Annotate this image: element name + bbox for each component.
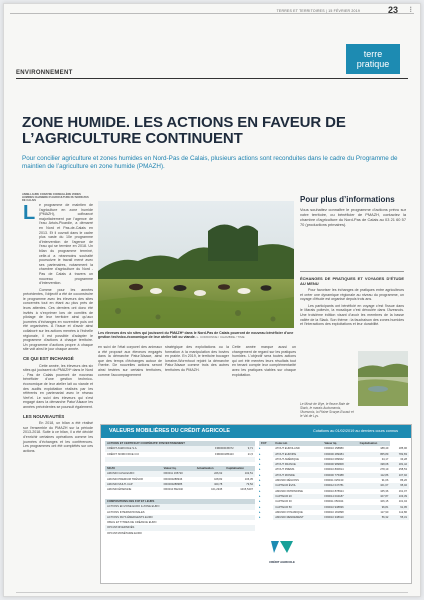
stock-values-title: VALEURS MOBILIÈRES DU CRÉDIT AGRICOLE	[109, 428, 230, 434]
table-cell: 112,86	[398, 510, 407, 514]
table-cell: 226,62	[195, 471, 225, 476]
table-cell: 108,82	[214, 477, 223, 481]
table-cell: FR0010 938836	[322, 505, 357, 510]
header-rule	[10, 13, 414, 14]
table-header-cell: SICAV	[105, 466, 162, 471]
table-cell: ACTIONS EN ZONE EURO & ZONE EURO	[105, 504, 236, 509]
table-cell: 95,02	[390, 483, 409, 488]
sicav-table	[105, 466, 255, 492]
photo-credit: L. CORDONNE / CHAMBRE / TIME	[196, 335, 245, 340]
info-sidebox	[300, 195, 406, 228]
article-subhead: CE QUI EST INCHANGÉ	[23, 356, 74, 361]
table-header-cell: ACTIONS ET CERTIFICAT COOPÉRATIF D’INVESTISSEMENT	[105, 441, 213, 446]
table-cell: 103,39	[390, 494, 409, 499]
table-cell: ATOUT FRANCE	[273, 462, 322, 467]
table-cell: FR0011 050044	[324, 500, 344, 504]
article-subhead: LES NOUVEAUTÉS	[23, 413, 65, 419]
table-cell: 55,31	[390, 515, 409, 520]
stock-values-box	[100, 424, 412, 584]
table-header-cell: Actualisation	[195, 466, 225, 471]
table-cell: ATOUT AMÉRIQUE	[275, 457, 299, 461]
table-cell	[213, 457, 243, 462]
row-arrow-icon: ▸	[259, 456, 261, 461]
row-arrow-icon: ▸	[259, 515, 261, 520]
photo-caption	[98, 331, 296, 340]
article-paragraph: En 2018, un bilan a été réalisé sur l’ensemble du PMAZH sur la période 2013-2018. Suite à ce bilan, il a été décidé d’enrichir certaines opérations comme les journées d’échanges et les conférences. Les programmes ont été complétés sur ces actions.	[23, 421, 93, 453]
table-cell: ATOUT MONDE	[273, 473, 322, 478]
table-cell: 101,67	[358, 483, 391, 488]
photo-caption-text: Les éleveurs des six sites qui jouissent du PMAZH* dans le Nord-Pas de Calais pourront de nouveau bénéficier d’une gestion technico-économique de leur atelier lait ou viande.	[98, 331, 294, 340]
table-cell: FR0000045072	[213, 446, 243, 451]
table-cell: ACTIONS PAYS ÉMERGENTS EURO	[105, 515, 236, 520]
table-cell: 33,28	[400, 457, 407, 461]
article-column-3: stratégique des exploitations ou la formation à la manipulation des bovins en prairie. En 2019, le territoire bocager lorraine-Wormhout rejoint la démarche Patur’Alsace comme trois des autres territoires du PMAZH.	[165, 345, 229, 372]
table-cell: 107,87	[358, 494, 391, 499]
article-column-4: Cette année marque aussi un changement de regard sur les pratiques humides. L’objectif sera toutes actions qui ont été menées leurs résultats tout en tenant compte leur complémentarité avec les pratiques viables sur chaque exploitation.	[232, 345, 296, 377]
table-cell: FR0012 047781	[322, 483, 357, 488]
table-cell: OBLIG ET TITRES DE CRÉANCE EURO	[107, 521, 157, 525]
article-column-1	[23, 203, 93, 455]
table-cell: 782,83	[390, 452, 409, 457]
table-cell: FR0010 089662	[324, 457, 344, 461]
table-cell: FR0010 878924	[324, 489, 344, 493]
table-row	[105, 531, 255, 536]
article-byline: ANNE-LAURE CONATIIE CONSEILLÈRE ZONES HUMIDES CHAMBRE D’AGRICULTURE DU NORD-PAS DE CALAIS	[22, 193, 89, 203]
table-cell: 96,81	[358, 505, 391, 510]
table-cell: CAPTEUR 50	[273, 505, 322, 510]
table-row	[259, 446, 409, 451]
table-cell: FR0000 775388	[322, 473, 357, 478]
table-cell: 865,89	[358, 452, 391, 457]
table-row	[105, 487, 255, 492]
article-paragraph: e programme de maintien de l’agriculture en zone humide (PMAZH), cofinancé majoritairement par l’agence de l’eau Artois-Picardie, a démarré en Nord et Pas-de-Calais en 2013. Et il ouvrait dans le cadre plus vaste du 10e programme d’intervention de l’agence de l’eau qui se termine en 2018. Un bilan du programme terminé, celle-ci a néanmoins souhaité poursuivre le travail mené avec ses partenaires, notamment la chambre d’agriculture du Nord - Pas de Calais à travers un nouveau programme d’intervention.	[39, 203, 93, 286]
row-arrow-icon: ▸	[259, 478, 261, 483]
table-cell: FR0010 338910	[322, 515, 357, 520]
table-header-cell: Valeur liq.	[162, 466, 195, 471]
table-cell: 1015,5407	[240, 488, 253, 492]
wetland-photo	[358, 351, 408, 406]
table-cell	[105, 457, 213, 462]
table-cell: FR0010 892440	[163, 488, 183, 492]
credit-agricole-logo-text: CRÉDIT AGRICOLE	[269, 560, 295, 564]
fcp-table-body	[259, 446, 409, 520]
stock-values-header	[101, 425, 411, 438]
table-cell: 9,71	[243, 446, 255, 451]
table-cell: AMUNDI DYNAMIQUE	[275, 510, 303, 514]
row-arrow-icon: ▸	[259, 488, 261, 493]
table-row	[259, 483, 409, 488]
row-arrow-icon: ▸	[259, 509, 261, 514]
table-cell: 258,53	[398, 468, 407, 472]
echanges-title: ÉCHANGES DE PRATIQUES ET VOYAGES D’ÉTUDE AU MENU	[300, 276, 404, 286]
table-cell: 188,49	[380, 447, 389, 451]
article-standfirst: Pour concilier agriculture et zones humides en Nord-Pas de Calais, plusieurs actions sont reconduites dans le cadre du Programme de maintien de l’agriculture en zone humide (PMAZH).	[22, 155, 398, 171]
table-cell: AMUNDI MULTI-CAP	[105, 482, 162, 487]
table-cell: FR0000 989808	[322, 462, 357, 467]
table-header-cell: Valeur liq.	[322, 441, 357, 446]
table-cell: FR0014 004187	[322, 494, 357, 499]
row-arrow-icon: ▸	[259, 504, 261, 509]
cattle-photo-illustration	[98, 201, 294, 328]
table-cell: 278,19	[380, 468, 389, 472]
table-row	[105, 457, 255, 462]
table-cell: FR0000 289084	[322, 452, 357, 457]
table-cell: 56,32	[358, 515, 391, 520]
footer-rule	[16, 592, 408, 593]
row-arrow-icon: ▸	[259, 462, 261, 467]
echanges-paragraph: Les participants ont bénéficié en voyage c’est l’issue dans le Marais poitevin, la mosaïque c’est déroulée dans l’Avesnois. Une troisième édition visant d’avoir les membres de la basse vallée de la Slack. Son thème : la fauchaison des zones humides et l’interactions des exploitations et leur durabilité.	[300, 303, 404, 327]
row-arrow-icon: ▸	[259, 446, 261, 451]
row-arrow-icon: ▸	[259, 483, 261, 488]
table-cell: CRÉDIT NORD FRCE CCI	[107, 452, 140, 456]
table-cell	[243, 457, 255, 462]
table-cell: 34,17	[381, 457, 389, 461]
fcp-composition-table	[105, 499, 255, 536]
table-cell: 185,96	[398, 447, 407, 451]
table-cell: FR0010 181898	[324, 510, 344, 514]
page-number: 23	[387, 5, 398, 15]
table-header-cell: Capitalisation	[358, 441, 391, 446]
table-cell: FR0000185423	[215, 452, 234, 456]
table-cell: FR0010 800814	[324, 468, 344, 472]
stock-values-subtitle: Cotations au 01/02/2019 au derniers cours connus	[313, 429, 399, 433]
article-column-2: en suivi de l’état corporel des animaux a été proposé aux éleveurs engagés dans la démarche Patur’Alsace, ainsi que des temps d’échanges autour de l’herbe. De nouvelles actions seront ainsi testées sur certains territoires, comme l’accompagnement	[98, 345, 162, 377]
table-cell: 21,5	[247, 452, 253, 456]
table-cell: AMUNDI PATRIMOINE	[275, 489, 303, 493]
table-cell: 320,78	[195, 482, 225, 487]
table-cell	[236, 531, 245, 536]
table-cell: 106,15	[380, 500, 389, 504]
table-cell: OPCVM MONÉTAIRE EURO	[107, 531, 142, 535]
rubric: ENVIRONNEMENT	[16, 70, 73, 76]
fcp-table	[259, 441, 409, 520]
table-row	[259, 499, 409, 504]
article-paragraph: Cette année, les éleveurs des six sites qui jouissent du PMAZH* dans le Nord - Pas de Calais pourront de nouveau bénéficier d’une gestion technico-économique de leur atelier lait ou viande et des audits exploitation réalisés par les référents en partenariat avec le réseau Vert’el. Le suivi des éleveurs qui s’est engagé dans la démarche Patur’Alsace les années précédentes se poursuit également.	[23, 363, 93, 409]
table-cell: FR0010 158880	[324, 447, 344, 451]
table-cell: 198,08	[358, 462, 391, 467]
table-cell: AMUNDI RÉGIONS	[275, 479, 299, 483]
rubric-rule	[16, 78, 408, 79]
table-cell: ACTIONS INTERNATIONALES	[107, 510, 145, 514]
table-header-cell: Code isin	[273, 441, 322, 446]
table-cell: 107,92	[390, 473, 409, 478]
row-arrow-icon: ▸	[259, 472, 261, 477]
table-cell: 91,95	[390, 505, 409, 510]
table-header-cell: FCP	[259, 441, 273, 446]
table-cell: 112,86	[358, 473, 391, 478]
credit-agricole-logo	[267, 539, 297, 564]
article-paragraph: Comme pour les années précédentes, l’objectif a été de coconstruire le programme avec les éleveurs des sites concernés tout en étant au plus près de leurs attentes. Ces derniers ont donc été invités à s’exprimer lors de comités de pilotage de leur territoire ainsi qu’aux journées d’échanges en novembre puis ont été organisées. À l’issue et d’avoir ainsi collaboré sur les actions menées à l’échelle régionale, il est possible d’adapter le programme d’actions à chaque territoire. Un programme d’actions propre à chaque site voit ainsi le jour chaque année.	[23, 287, 93, 352]
row-arrow-icon: ▸	[259, 467, 261, 472]
section-label-line1: terre	[363, 49, 383, 59]
table-cell: OPCVM DIVERSIFIÉS	[105, 525, 236, 530]
table-header-cell: Capitalisation	[224, 466, 255, 471]
credit-agricole-logo-mark	[267, 539, 297, 555]
table-header-cell: COMPOSITIONS DES FCP ET LEURS	[105, 499, 236, 504]
table-cell: AMUNDI PREMIUM TRÉSOR	[107, 477, 143, 481]
table-cell: AMUNDI RENDEMENT	[273, 515, 322, 520]
table-cell: AMUNDI ÉPARGNE	[107, 488, 132, 492]
sidebox-text: Vous souhaitez connaître le programme d’actions prévu sur votre territoire, ou bénéficier de PMAZH, contactez la chambre d’agriculture du Nord-Pas de Calais au 03 21 60 57 70 (productions primaires).	[300, 207, 406, 227]
sidebox-rule	[300, 271, 404, 272]
table-cell: 79,52	[224, 482, 255, 487]
table-cell: FR0000288946	[163, 477, 183, 481]
article-headline: ZONE HUMIDE. LES ACTIONS EN FAVEUR DE L’AGRICULTURE CONTINUENT	[22, 114, 346, 147]
table-cell: 101,2945	[211, 488, 223, 492]
table-cell: 165,36	[380, 489, 389, 493]
table-cell: AMUNDI CASH EURO	[105, 471, 162, 476]
section-badge	[346, 44, 400, 74]
table-cell: 91,06	[381, 479, 389, 483]
table-row	[259, 467, 409, 472]
wetland-photo-caption: Le Miroir de Wye, le fleuve Baie de Slack, le marais Audomarois, l’Avesnois, la Plaine Scarpe-Escaut et le Val de Lys.	[300, 402, 354, 418]
cattle-photo	[98, 201, 294, 328]
table-cell: ATOUT EUROLAND	[275, 447, 300, 451]
shares-table	[105, 441, 255, 462]
section-label-line2: pratique	[356, 59, 390, 69]
sidebox-title: Pour plus d’informations	[300, 195, 395, 204]
row-arrow-icon: ▸	[259, 493, 261, 498]
table-cell: CAPTEUR 30	[275, 500, 292, 504]
table-cell: 101,04	[398, 500, 407, 504]
table-cell: FR0011 165720	[162, 471, 195, 476]
paper-info: TERRES ET TERRITOIRES | 15 FÉVRIER 2019	[276, 9, 360, 13]
echanges-box	[300, 276, 404, 329]
table-cell: ATOUT EUROPE	[273, 452, 322, 457]
table-cell: FR0011 025130	[324, 479, 344, 483]
table-cell: FR0000288985	[162, 482, 195, 487]
table-cell: ATOUT PREMS	[275, 468, 295, 472]
table-cell: CAPTEUR ÉVOL	[273, 483, 322, 488]
table-cell: 161,07	[398, 489, 407, 493]
table-cell: 181,42	[390, 462, 409, 467]
table-cell: 86,26	[400, 479, 407, 483]
row-arrow-icon: ▸	[259, 499, 261, 504]
row-arrow-icon: ▸	[259, 451, 261, 456]
table-cell: CRÉDIT AGRICOLE S.A.	[105, 446, 213, 451]
table-cell: CAPTEUR 20	[273, 494, 322, 499]
table-cell: 106,35	[244, 477, 253, 481]
table-row	[259, 515, 409, 520]
dropcap: L	[23, 202, 36, 224]
newspaper-page	[3, 3, 421, 597]
wetland-photo-illustration	[358, 351, 408, 406]
table-cell	[246, 531, 255, 536]
table-cell: 102,51	[224, 471, 255, 476]
echanges-paragraph: Pour favoriser les échanges de pratiques entre agriculteurs et créer une dynamique régionale au niveau du programme, un voyage d’étude est organisé depuis trois ans.	[300, 288, 404, 302]
table-cell: 117,90	[380, 510, 389, 514]
page-mark: ⁝	[409, 5, 412, 14]
